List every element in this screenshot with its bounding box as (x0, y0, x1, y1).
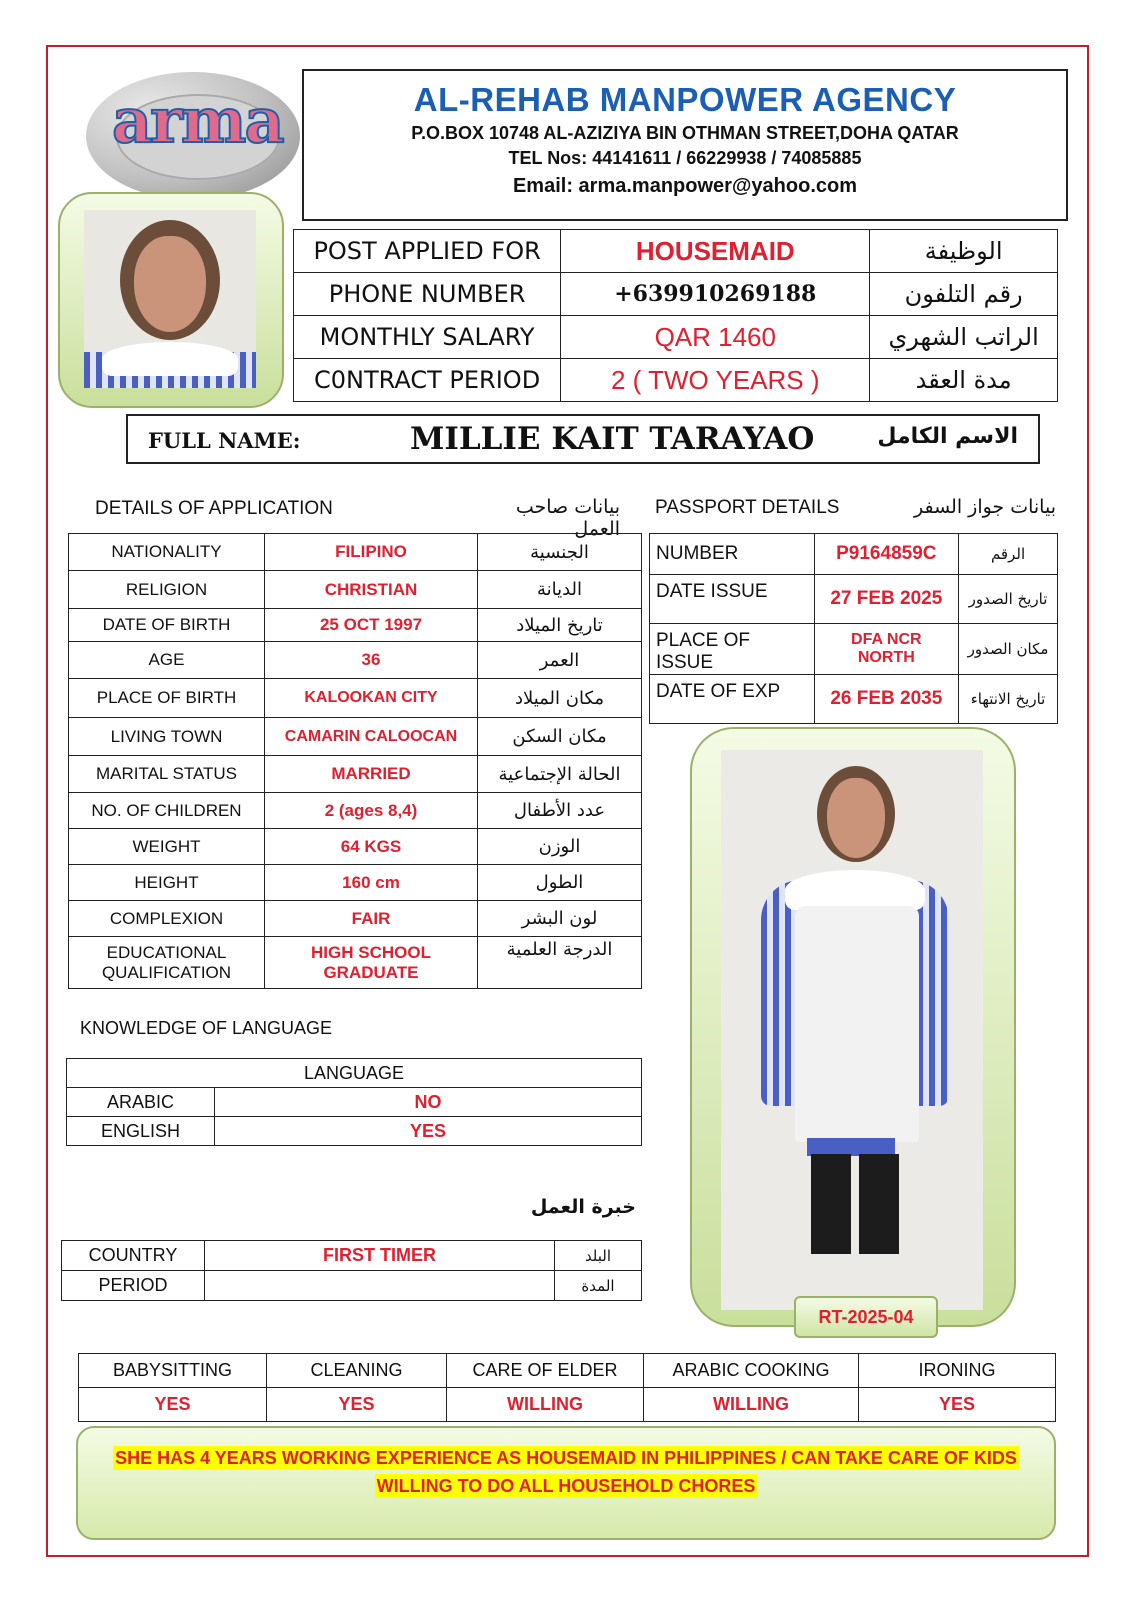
country-arabic: البلد (555, 1241, 642, 1271)
post-label: POST APPLIED FOR (294, 230, 561, 273)
application-title-arabic: بيانات صاحب العمل (515, 496, 620, 540)
agency-email: Email: arma.manpower@yahoo.com (512, 175, 858, 197)
age-arabic: العمر (478, 642, 642, 679)
application-table (68, 533, 642, 989)
post-value: HOUSEMAID (561, 230, 870, 273)
skill-value: YES (79, 1388, 267, 1422)
skills-table (78, 1353, 1056, 1422)
language-header: LANGUAGE (67, 1059, 642, 1088)
religion-label: RELIGION (69, 571, 265, 609)
table-row (294, 230, 1058, 273)
living-town-label: LIVING TOWN (69, 718, 265, 756)
issue-date-arabic: تاريخ الصدور (959, 575, 1058, 624)
weight-value: 64 KGS (265, 829, 478, 865)
salary-arabic: الراتب الشهري (870, 316, 1058, 359)
marital-arabic: الحالة الإجتماعية (478, 756, 642, 793)
table-row (69, 679, 642, 718)
skill-header: ARABIC COOKING (644, 1354, 859, 1388)
living-town-value: CAMARIN CALOOCAN (265, 718, 478, 756)
contract-value: 2 ( TWO YEARS ) (561, 359, 870, 402)
period-label: PERIOD (62, 1271, 205, 1301)
table-row (650, 675, 1058, 724)
expiry-label: DATE OF EXP (650, 675, 815, 724)
living-town-arabic: مكان السكن (478, 718, 642, 756)
weight-arabic: الوزن (478, 829, 642, 865)
reference-code: RT-2025-04 (794, 1296, 938, 1338)
note-line-2: WILLING TO DO ALL HOUSEHOLD CHORES (376, 1476, 756, 1496)
skill-value: WILLING (644, 1388, 859, 1422)
language-title: KNOWLEDGE OF LANGUAGE (80, 1018, 333, 1038)
full-name-label: FULL NAME: (148, 428, 301, 453)
table-row (650, 534, 1058, 575)
phone-arabic: رقم التلفون (870, 273, 1058, 316)
dob-arabic: تاريخ الميلاد (478, 609, 642, 642)
english-value: YES (215, 1117, 642, 1146)
arabic-value: NO (215, 1088, 642, 1117)
birthplace-value: KALOOKAN CITY (265, 679, 478, 718)
period-arabic: المدة (555, 1271, 642, 1301)
passport-number-label: NUMBER (650, 534, 815, 575)
experience-note (76, 1426, 1056, 1540)
marital-value: MARRIED (265, 756, 478, 793)
passport-table (649, 533, 1058, 724)
issue-place-arabic: مكان الصدور (959, 624, 1058, 675)
full-body-photo (721, 750, 983, 1310)
children-label: NO. OF CHILDREN (69, 793, 265, 829)
logo-text: arma (112, 84, 283, 157)
table-row (79, 1388, 1056, 1422)
table-row (69, 756, 642, 793)
weight-label: WEIGHT (69, 829, 265, 865)
nationality-label: NATIONALITY (69, 534, 265, 571)
table-row (69, 793, 642, 829)
skill-header: CLEANING (267, 1354, 447, 1388)
complexion-label: COMPLEXION (69, 901, 265, 937)
issue-place-label: PLACE OF ISSUE (650, 624, 815, 675)
table-row (67, 1117, 642, 1146)
table-row (294, 316, 1058, 359)
phone-label: PHONE NUMBER (294, 273, 561, 316)
height-label: HEIGHT (69, 865, 265, 901)
table-row (67, 1059, 642, 1088)
skill-header: BABYSITTING (79, 1354, 267, 1388)
religion-arabic: الديانة (478, 571, 642, 609)
age-value: 36 (265, 642, 478, 679)
dob-label: DATE OF BIRTH (69, 609, 265, 642)
salary-label: MONTHLY SALARY (294, 316, 561, 359)
arabic-label: ARABIC (67, 1088, 215, 1117)
skill-value: YES (859, 1388, 1056, 1422)
country-label: COUNTRY (62, 1241, 205, 1271)
english-label: ENGLISH (67, 1117, 215, 1146)
table-row (62, 1271, 642, 1301)
marital-label: MARITAL STATUS (69, 756, 265, 793)
passport-title: PASSPORT DETAILS (655, 497, 840, 518)
period-value (205, 1271, 555, 1301)
height-arabic: الطول (478, 865, 642, 901)
skill-value: YES (267, 1388, 447, 1422)
age-label: AGE (69, 642, 265, 679)
agency-phone: TEL Nos: 44141611 / 66229938 / 74085885 (508, 148, 862, 168)
religion-value: CHRISTIAN (265, 571, 478, 609)
passport-title-arabic: بيانات جواز السفر (914, 496, 1056, 518)
table-row (69, 642, 642, 679)
country-value: FIRST TIMER (205, 1241, 555, 1271)
work-title-arabic: خبرة العمل (530, 1196, 636, 1218)
issue-date-value: 27 FEB 2025 (814, 575, 958, 624)
table-row (294, 273, 1058, 316)
dob-value: 25 OCT 1997 (265, 609, 478, 642)
nationality-value: FILIPINO (265, 534, 478, 571)
issue-place-value: DFA NCR NORTH (814, 624, 958, 675)
post-table (293, 229, 1058, 402)
complexion-arabic: لون البشر (478, 901, 642, 937)
post-arabic: الوظيفة (870, 230, 1058, 273)
table-row (69, 718, 642, 756)
work-table (61, 1240, 642, 1301)
passport-number-value: P9164859C (814, 534, 958, 575)
height-value: 160 cm (265, 865, 478, 901)
education-label: EDUCATIONAL QUALIFICATION (69, 937, 265, 989)
table-row (69, 534, 642, 571)
full-name-value: MILLIE KAIT TARAYAO (410, 421, 815, 457)
agency-name: AL-REHAB MANPOWER AGENCY (413, 81, 957, 118)
language-table (66, 1058, 642, 1146)
table-row (69, 571, 642, 609)
birthplace-label: PLACE OF BIRTH (69, 679, 265, 718)
skill-header: CARE OF ELDER (447, 1354, 644, 1388)
table-row (69, 609, 642, 642)
children-arabic: عدد الأطفال (478, 793, 642, 829)
table-row (294, 359, 1058, 402)
education-value: HIGH SCHOOL GRADUATE (265, 937, 478, 989)
birthplace-arabic: مكان الميلاد (478, 679, 642, 718)
contract-arabic: مدة العقد (870, 359, 1058, 402)
expiry-value: 26 FEB 2035 (814, 675, 958, 724)
full-name-box (126, 414, 1040, 464)
phone-value: +639910269188 (561, 273, 870, 316)
complexion-value: FAIR (265, 901, 478, 937)
table-row (69, 901, 642, 937)
table-row (650, 575, 1058, 624)
application-title: DETAILS OF APPLICATION (95, 498, 333, 519)
issue-date-label: DATE ISSUE (650, 575, 815, 624)
table-row (62, 1241, 642, 1271)
agency-header (302, 69, 1068, 221)
table-row (79, 1354, 1056, 1388)
table-row (67, 1088, 642, 1117)
agency-address: P.O.BOX 10748 AL-AZIZIYA BIN OTHMAN STREET,DOHA QATAR (411, 123, 959, 143)
skill-value: WILLING (447, 1388, 644, 1422)
passport-number-arabic: الرقم (959, 534, 1058, 575)
table-row (69, 829, 642, 865)
portrait-photo (84, 210, 256, 388)
note-line-1: SHE HAS 4 YEARS WORKING EXPERIENCE AS HOUSEMAID IN PHILIPPINES / CAN TAKE CARE OF KIDS (115, 1448, 1017, 1468)
table-row (650, 624, 1058, 675)
education-arabic: الدرجة العلمية (478, 937, 642, 989)
skill-header: IRONING (859, 1354, 1056, 1388)
table-row (69, 937, 642, 989)
children-value: 2 (ages 8,4) (265, 793, 478, 829)
table-row (69, 865, 642, 901)
nationality-arabic: الجنسية (478, 534, 642, 571)
full-name-arabic: الاسم الكامل (877, 424, 1018, 449)
contract-label: C0NTRACT PERIOD (294, 359, 561, 402)
salary-value: QAR 1460 (561, 316, 870, 359)
expiry-arabic: تاريخ الانتهاء (959, 675, 1058, 724)
